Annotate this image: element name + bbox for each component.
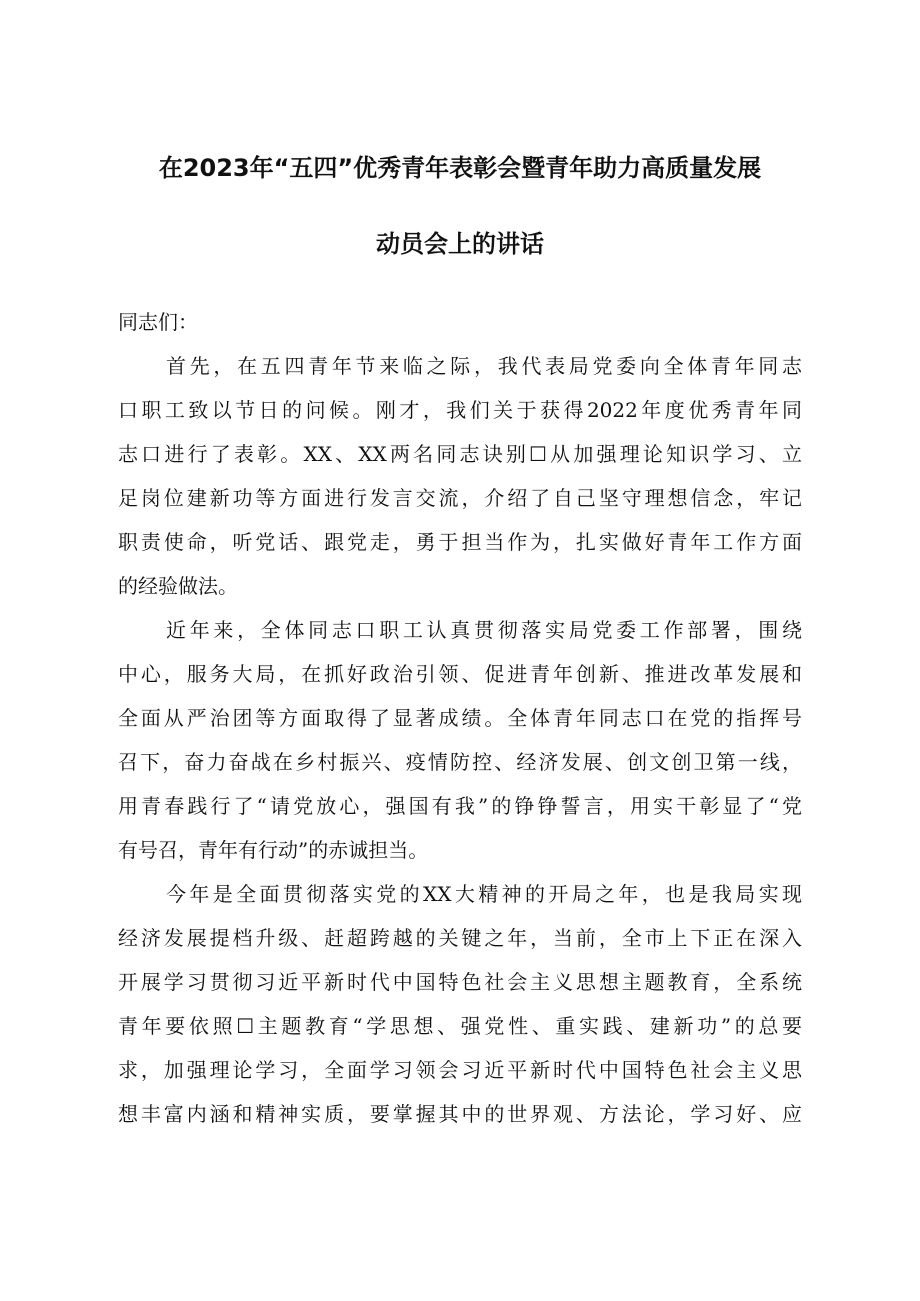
paragraph-2-line-3: 全面从严治团等方面取得了显著成绩。全体青年同志口在党的指挥号	[118, 706, 802, 730]
salutation: 同志们：	[118, 310, 198, 334]
paragraph-2-line-5: 用青春践行了“请党放心，强国有我”的铮铮誓言，用实干彰显了“党	[118, 794, 802, 818]
paragraph-1-line-5: 职责使命，听党话、跟党走，勇于担当作为，扎实做好青年工作方面	[118, 530, 802, 554]
paragraph-3-line-6: 想丰富内涵和精神实质，要掌握其中的世界观、方法论，学习好、应	[118, 1102, 802, 1126]
paragraph-1-line-3: 志口进行了表彰。XX、XX两名同志诀别☐从加强理论知识学习、立	[118, 442, 802, 466]
document-title-line-1: 在2023年“五四”优秀青年表彰会暨青年助力高质量发展	[158, 154, 762, 182]
paragraph-3-line-1: 今年是全面贯彻落实党的XX大精神的开局之年，也是我局实现	[166, 882, 802, 906]
paragraph-1-line-2: 口职工致以节日的问候。刚才，我们关于获得2022年度优秀青年同	[118, 398, 802, 422]
paragraph-2-line-1: 近年来，全体同志口职工认真贯彻落实局党委工作部署，围绕	[166, 618, 802, 642]
paragraph-1-line-6: 的经验做法。	[118, 574, 238, 598]
paragraph-2-line-6: 有号召，青年有行动”的赤诚担当。	[118, 838, 429, 862]
paragraph-1-line-4: 足岗位建新功等方面进行发言交流，介绍了自己坚守理想信念，牢记	[118, 486, 802, 510]
paragraph-2-line-4: 召下，奋力奋战在乡村振兴、疫情防控、经济发展、创文创卫第一线，	[118, 750, 802, 774]
paragraph-3-line-3: 开展学习贯彻习近平新时代中国特色社会主义思想主题教育，全系统	[118, 970, 802, 994]
paragraph-1-line-1: 首先，在五四青年节来临之际，我代表局党委向全体青年同志	[166, 354, 802, 378]
paragraph-3-line-4: 青年要依照☐主题教育“学思想、强党性、重实践、建新功”的总要	[118, 1014, 802, 1038]
paragraph-2-line-2: 中心，服务大局，在抓好政治引领、促进青年创新、推进改革发展和	[118, 662, 802, 686]
document-title-line-2: 动员会上的讲话	[376, 230, 544, 258]
paragraph-3-line-5: 求，加强理论学习，全面学习领会习近平新时代中国特色社会主义思	[118, 1058, 802, 1082]
paragraph-3-line-2: 经济发展提档升级、赶超跨越的关键之年，当前，全市上下正在深入	[118, 926, 802, 950]
